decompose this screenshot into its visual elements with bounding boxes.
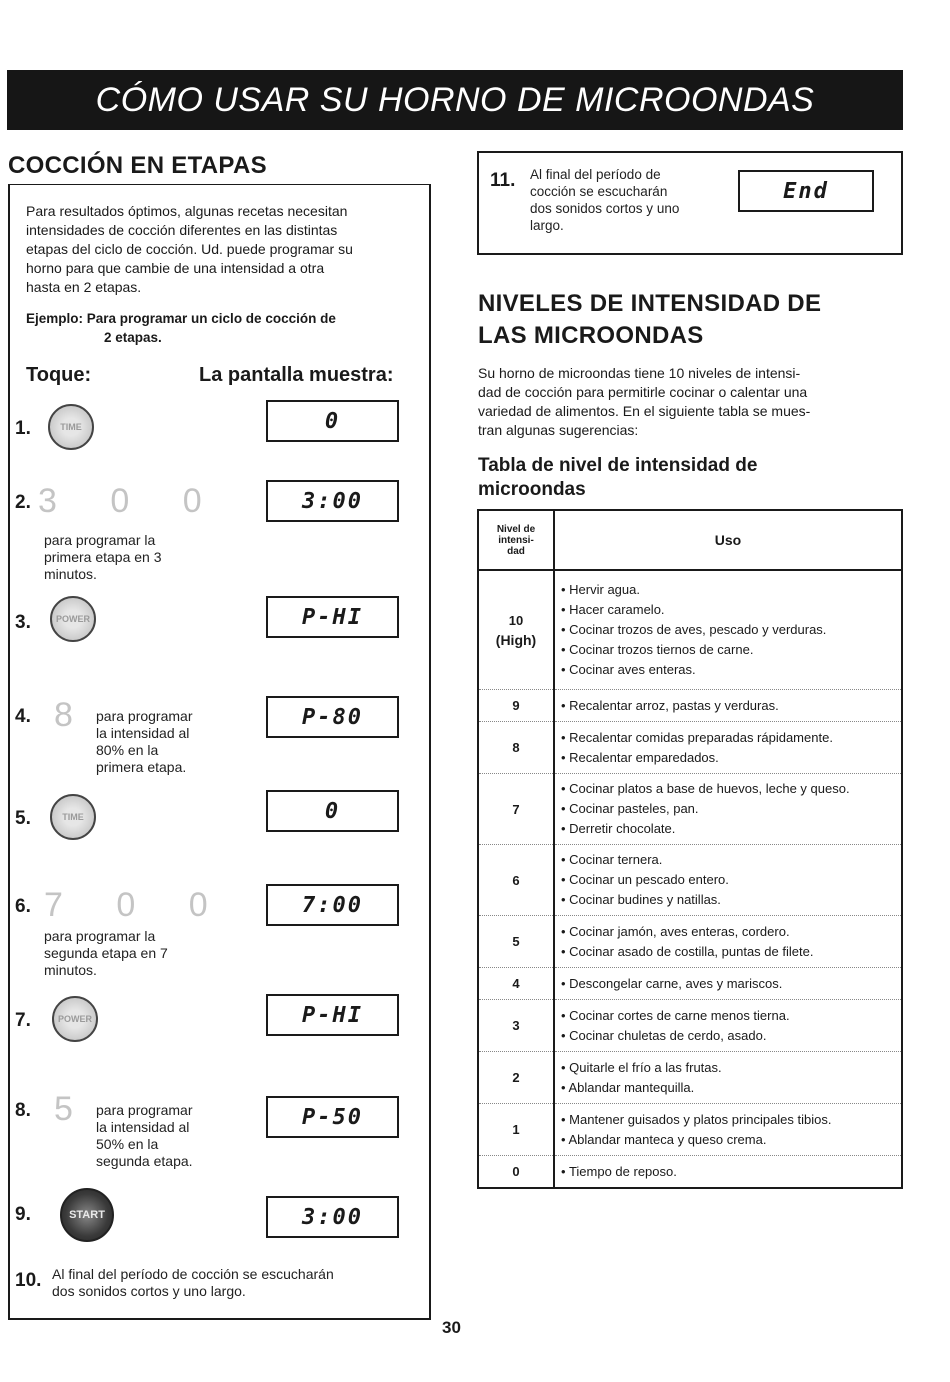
display-readout: 0: [266, 790, 399, 832]
power-button-icon: POWER: [50, 596, 96, 642]
step-description: Al final del período de cocción se escucharán dos sonidos cortos y uno largo.: [530, 167, 680, 233]
step-description: Al final del período de cocción se escucharán dos sonidos cortos y uno largo.: [52, 1266, 334, 1299]
use-cell: • Cocinar cortes de carne menos tierna. • Cocinar chuletas de cerdo, asado.: [554, 1000, 902, 1052]
display-readout: 3:00: [266, 1196, 399, 1238]
step-description: para programar la segunda etapa en 7 minutos.: [44, 928, 168, 978]
step-number: 2.: [15, 492, 31, 513]
display-readout: P-50: [266, 1096, 399, 1138]
step-number: 11.: [490, 170, 516, 191]
display-readout: 3:00: [266, 480, 399, 522]
column-touch-label: Toque:: [26, 364, 92, 386]
header-level: Nivel de intensi- dad: [478, 510, 554, 570]
number-pad-digits: 5: [54, 1090, 73, 1128]
time-button-icon: TIME: [48, 404, 94, 450]
start-button-icon: START: [60, 1188, 114, 1242]
use-cell: • Recalentar comidas preparadas rápidamente. • Recalentar emparedados.: [554, 722, 902, 774]
display-readout: P-HI: [266, 596, 399, 638]
power-levels-intro: Su horno de microondas tiene 10 niveles de intensi- dad de cocción para permitirle cocinar o calentar una variedad de alimentos. En el siguiente tabla se mues- tran algunas sugerencias:: [478, 365, 811, 438]
section-heading-power-levels: NIVELES DE INTENSIDAD DE LAS MICROONDAS: [478, 290, 822, 349]
use-cell: • Tiempo de reposo.: [554, 1156, 902, 1189]
header-use: Uso: [554, 510, 902, 570]
level-cell: 3: [478, 1000, 554, 1052]
table-row: [478, 1000, 902, 1052]
level-cell: 4: [478, 968, 554, 1000]
time-button-icon: TIME: [50, 794, 96, 840]
use-cell: • Hervir agua. • Hacer caramelo. • Cocinar trozos de aves, pescado y verduras. • Cocinar trozos tiernos de carne. • Cocinar aves enteras.: [554, 570, 902, 690]
page-banner: CÓMO USAR SU HORNO DE MICROONDAS: [7, 70, 903, 130]
use-cell: • Cocinar ternera. • Cocinar un pescado entero. • Cocinar budines y natillas.: [554, 845, 902, 916]
table-row: [478, 690, 902, 722]
table-row: [478, 845, 902, 916]
use-cell: • Quitarle el frío a las frutas. • Ablandar mantequilla.: [554, 1052, 902, 1104]
step-number: 5.: [15, 808, 31, 829]
step-number: 10.: [15, 1270, 42, 1291]
table-row: [478, 570, 902, 690]
staged-cooking-box: [8, 184, 431, 1320]
display-readout: 7:00: [266, 884, 399, 926]
display-readout: P-HI: [266, 994, 399, 1036]
column-display-label: La pantalla muestra:: [199, 364, 394, 386]
use-cell: • Descongelar carne, aves y mariscos.: [554, 968, 902, 1000]
table-title: Tabla de nivel de intensidad de microondas: [478, 455, 758, 500]
table-row: [478, 916, 902, 968]
number-pad-digits: 3 0 0: [38, 482, 224, 520]
table-row: [478, 1156, 902, 1189]
table-row: [478, 968, 902, 1000]
level-cell: 1: [478, 1104, 554, 1156]
step-description: para programar la primera etapa en 3 minutos.: [44, 532, 162, 582]
section-heading-staged-cooking: COCCIÓN EN ETAPAS: [8, 152, 267, 179]
table-row: [478, 1052, 902, 1104]
table-row: [478, 722, 902, 774]
level-cell: 6: [478, 845, 554, 916]
step-number: 8.: [15, 1100, 31, 1121]
step-number: 4.: [15, 706, 31, 727]
level-cell: 7: [478, 774, 554, 845]
level-cell: 8: [478, 722, 554, 774]
table-header-row: [478, 510, 902, 570]
step-number: 7.: [15, 1010, 31, 1031]
power-level-table: [477, 509, 903, 1189]
example-note: Ejemplo: Para programar un ciclo de cocción de 2 etapas.: [26, 311, 336, 345]
staged-cooking-intro: Para resultados óptimos, algunas recetas necesitan intensidades de cocción diferentes en las distintas etapas del ciclo de cocción. Ud. puede programar su horno para que cambie de una intensidad a otra hasta en 2 etapas.: [26, 203, 353, 295]
display-readout: End: [738, 170, 874, 212]
use-cell: • Cocinar platos a base de huevos, leche y queso. • Cocinar pasteles, pan. • Derretir chocolate.: [554, 774, 902, 845]
level-cell: 9: [478, 690, 554, 722]
use-cell: • Recalentar arroz, pastas y verduras.: [554, 690, 902, 722]
display-readout: P-80: [266, 696, 399, 738]
use-cell: • Mantener guisados y platos principales tibios. • Ablandar manteca y queso crema.: [554, 1104, 902, 1156]
number-pad-digits: 8: [54, 696, 73, 734]
step-description: para programar la intensidad al 80% en la primera etapa.: [96, 708, 193, 775]
table-row: [478, 1104, 902, 1156]
use-cell: • Cocinar jamón, aves enteras, cordero. • Cocinar asado de costilla, puntas de filete.: [554, 916, 902, 968]
level-cell: 0: [478, 1156, 554, 1189]
power-level-table-wrapper: [477, 509, 903, 1189]
level-cell: 10 (High): [478, 570, 554, 690]
page-number: 30: [442, 1318, 461, 1337]
step-number: 3.: [15, 612, 31, 633]
table-row: [478, 774, 902, 845]
display-readout: 0: [266, 400, 399, 442]
step-number: 1.: [15, 418, 31, 439]
number-pad-digits: 7 0 0: [44, 886, 230, 924]
step-number: 9.: [15, 1204, 31, 1225]
step-description: para programar la intensidad al 50% en la segunda etapa.: [96, 1102, 193, 1169]
step-number: 6.: [15, 896, 31, 917]
power-button-icon: POWER: [52, 996, 98, 1042]
level-cell: 2: [478, 1052, 554, 1104]
level-cell: 5: [478, 916, 554, 968]
